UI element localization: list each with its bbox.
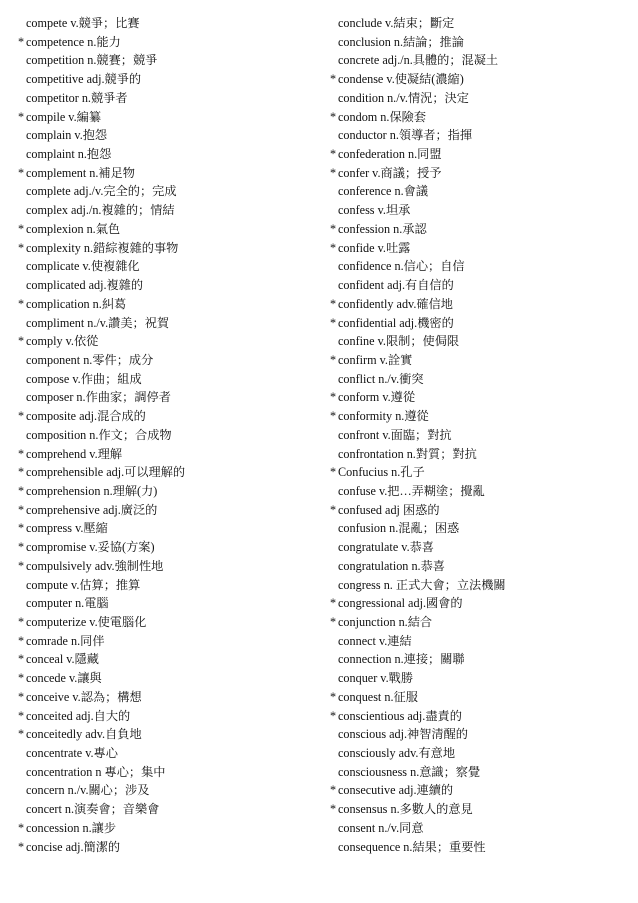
vocab-entry [18,463,308,482]
vocab-entry [18,688,308,707]
vocab-entry [18,613,308,632]
vocab-entry [18,763,308,782]
vocab-entry [330,725,630,744]
important-mark: * [18,296,25,311]
vocab-entry-text: conformity n.遵從 [338,409,429,424]
vocab-entry-text: comprehensible adj.可以理解的 [26,465,186,480]
vocab-entry [330,276,630,295]
important-mark: * [18,671,25,686]
important-mark: * [18,502,25,517]
vocab-entry-text: compliment n./v.讚美；祝賀 [26,315,170,330]
vocab-entry-text: complaint n.抱怨 [26,147,112,162]
important-mark: * [18,652,25,667]
vocab-entry [18,257,308,276]
vocab-entry [330,519,630,538]
vocab-entry [330,426,630,445]
important-mark: * [330,240,337,255]
vocab-entry [18,632,308,651]
vocab-entry-text: congress n. 正式大會；立法機關 [338,577,506,592]
vocab-entry-text: confusion n.混亂；困惑 [338,521,460,536]
important-mark: * [330,165,337,180]
vocab-entry-text: condom n.保險套 [338,109,427,124]
vocab-entry [18,164,308,183]
vocab-entry [330,239,630,258]
vocab-entry-text: consecutive adj.連續的 [338,783,454,798]
vocab-entry [18,725,308,744]
vocab-entry [18,314,308,333]
vocab-entry-text: complicated adj.複雜的 [26,278,144,293]
vocab-entry-text: conquest n.征服 [338,689,418,704]
vocab-entry [330,407,630,426]
vocab-entry-text: concern n./v.關心；涉及 [26,783,150,798]
vocab-entry [330,314,630,333]
vocab-entry [330,482,630,501]
vocab-entry [18,781,308,800]
vocab-entry-text: concert n.演奏會；音樂會 [26,802,160,817]
vocab-entry [330,557,630,576]
vocab-entry-text: conjunction n.結合 [338,615,433,629]
important-mark: * [18,558,25,573]
vocab-entry-text: conquer v.戰勝 [338,671,414,686]
vocab-entry-text: composition n.作文；合成物 [26,427,172,442]
vocab-entry [18,594,308,613]
vocab-entry-text: Confucius n.孔子 [338,465,425,480]
vocab-entry [18,33,308,52]
vocab-entry-text: congratulation n.恭喜 [338,558,445,573]
important-mark: * [18,483,25,498]
vocab-entry-text: confession n.承認 [338,221,427,236]
vocab-entry-text: composer n.作曲家；調停者 [26,390,171,405]
vocab-entry [18,51,308,70]
vocab-entry-text: computerize v.使電腦化 [26,615,147,629]
important-mark: * [18,240,25,255]
vocab-entry-text: component n.零件；成分 [26,352,154,367]
vocab-entry-text: confide v.吐露 [338,240,411,255]
vocab-entry-text: connect v.連結 [338,633,412,648]
vocab-entry-text: comprehend v.理解 [26,446,123,461]
vocab-entry-text: conclusion n.結論；推論 [338,34,464,49]
vocab-entry-text: comprehensive adj.廣泛的 [26,502,158,517]
important-mark: * [330,708,337,723]
vocab-entry-text: conceive v.認為；構想 [26,689,142,704]
vocab-entry [18,819,308,838]
vocab-entry [18,370,308,389]
important-mark: * [18,540,25,555]
vocab-entry [18,145,308,164]
vocab-entry-text: conductor n.領導者；指揮 [338,128,473,143]
vocab-entry-text: competitive adj.競爭的 [26,72,142,87]
vocab-entry-text: confidently adv.確信地 [338,296,453,311]
important-mark: * [330,502,337,517]
important-mark: * [330,352,337,367]
vocab-entry [18,332,308,351]
vocab-entry [18,744,308,763]
vocab-entry [330,463,630,482]
important-mark: * [18,34,25,49]
vocab-entry-text: condition n./v.情況；決定 [338,90,469,105]
vocab-entry [18,407,308,426]
important-mark: * [330,147,337,162]
vocab-entry-text: competence n.能力 [26,34,121,49]
vocab-entry-text: compute v.估算；推算 [26,577,141,592]
vocab-entry [18,70,308,89]
vocab-entry [330,332,630,351]
vocab-entry [330,800,630,819]
vocab-entry-text: confess v.坦承 [338,203,411,218]
vocab-entry-text: conceal v.隱藏 [26,652,99,667]
vocab-entry [330,108,630,127]
important-mark: * [18,820,25,835]
vocab-entry-text: confront v.面臨；對抗 [338,427,452,442]
vocab-entry [330,707,630,726]
important-mark: * [330,802,337,817]
vocab-entry [330,182,630,201]
important-mark: * [18,334,25,349]
vocab-entry-text: consciousness n.意識；察覺 [338,764,481,779]
vocab-entry [330,763,630,782]
vocab-entry-text: conceited adj.自大的 [26,708,131,723]
vocab-entry [18,426,308,445]
vocab-entry-text: consequence n.結果；重要性 [338,839,486,854]
vocab-entry [330,145,630,164]
vocab-entry [18,557,308,576]
vocab-entry [330,14,630,33]
vocab-entry-text: complain v.抱怨 [26,128,108,143]
important-mark: * [330,596,337,611]
vocab-entry-text: conclude v.結束；斷定 [338,16,455,30]
important-mark: * [18,446,25,461]
vocab-entry-text: concentration n 專心；集中 [26,764,166,779]
vocab-entry-text: concentrate v.專心 [26,746,118,761]
vocab-entry-text: confirm v.詮實 [338,352,413,367]
vocab-entry [18,182,308,201]
vocab-entry [18,538,308,557]
vocab-entry-text: congressional adj.國會的 [338,596,463,611]
vocab-entry [18,295,308,314]
vocab-entry-text: comprehension n.理解(力) [26,483,158,498]
important-mark: * [330,689,337,704]
vocab-entry-text: concise adj.簡潔的 [26,839,121,854]
vocab-entry-text: complication n.糾葛 [26,296,127,311]
vocab-entry [330,613,630,632]
important-mark: * [330,615,337,629]
vocab-entry-text: confederation n.同盟 [338,147,442,162]
vocab-entry-text: comply v.依從 [26,334,99,349]
vocab-entry-text: competitor n.競爭者 [26,90,128,105]
important-mark: * [330,783,337,798]
vocab-entry [330,781,630,800]
vocab-entry [330,89,630,108]
vocab-entry-text: confine v.限制；使侷限 [338,334,460,349]
vocab-entry-text: complex adj./n.複雜的；情結 [26,203,175,218]
vocab-entry [330,51,630,70]
vocab-entry-text: compose v.作曲；組成 [26,371,142,386]
vocab-entry [330,650,630,669]
important-mark: * [330,465,337,480]
vocabulary-column-right [330,14,630,856]
vocab-entry [330,501,630,520]
vocab-entry-text: complexity n.錯綜複雜的事物 [26,240,179,255]
vocab-entry [18,800,308,819]
vocab-entry [18,89,308,108]
vocab-entry-text: compress v.壓縮 [26,521,108,536]
vocab-entry [330,388,630,407]
important-mark: * [18,465,25,480]
vocab-entry-text: connection n.連接；關聯 [338,652,465,667]
vocabulary-column-left [18,14,308,856]
important-mark: * [330,409,337,424]
vocab-entry-text: confuse v.把…弄糊塗；攪亂 [338,483,485,498]
vocab-entry [18,707,308,726]
important-mark: * [330,315,337,330]
vocab-entry-text: conscious adj.神智清醒的 [338,727,468,742]
vocab-entry-text: confidence n.信心；自信 [338,259,465,274]
vocab-entry-text: conceitedly adv.自負地 [26,727,142,742]
vocab-entry [330,164,630,183]
vocab-entry [330,838,630,857]
vocab-entry-text: compromise v.妥協(方案) [26,540,155,555]
vocab-entry [330,744,630,763]
vocab-entry-text: conform v.遵從 [338,390,416,405]
vocab-entry-text: conference n.會議 [338,184,429,199]
important-mark: * [18,521,25,536]
vocab-entry [18,838,308,857]
vocab-entry [18,239,308,258]
vocab-entry [330,594,630,613]
vocab-entry [330,819,630,838]
vocab-entry-text: compete v.競爭；比賽 [26,16,140,30]
vocab-entry-text: confused adj 困惑的 [338,502,440,517]
vocab-entry-text: complete adj./v.完全的；完成 [26,184,177,199]
vocab-entry-text: congratulate v.恭喜 [338,540,434,555]
vocab-entry [18,650,308,669]
vocab-entry-text: competition n.競賽；競爭 [26,53,158,68]
important-mark: * [18,633,25,648]
vocab-entry [330,257,630,276]
vocab-entry-text: complexion n.氣色 [26,221,121,236]
vocab-entry [330,70,630,89]
vocab-entry [330,445,630,464]
vocab-entry [330,126,630,145]
vocab-entry [18,482,308,501]
vocab-entry [330,669,630,688]
important-mark: * [330,390,337,405]
vocab-entry [330,33,630,52]
vocab-entry [330,576,630,595]
vocab-entry-text: confident adj.有自信的 [338,278,454,293]
important-mark: * [330,72,337,87]
important-mark: * [18,109,25,124]
important-mark: * [18,165,25,180]
vocab-entry [330,688,630,707]
vocab-entry [18,201,308,220]
vocab-entry [330,351,630,370]
vocab-entry-text: conflict n./v.衝突 [338,371,424,386]
vocab-entry-text: complicate v.使複雜化 [26,259,140,274]
vocab-entry [18,388,308,407]
vocab-entry-text: compulsively adv.強制性地 [26,558,164,573]
vocab-entry-text: comrade n.同伴 [26,633,105,648]
vocab-entry [18,519,308,538]
vocab-entry-text: composite adj.混合成的 [26,409,146,424]
vocab-entry [18,220,308,239]
vocab-entry-text: concede v.讓與 [26,671,102,686]
important-mark: * [330,109,337,124]
important-mark: * [18,727,25,742]
vocab-entry [18,14,308,33]
important-mark: * [330,221,337,236]
vocab-entry-text: compile v.編纂 [26,109,102,124]
vocab-entry-text: condense v.使凝結(濃縮) [338,72,464,87]
vocab-entry [18,576,308,595]
vocab-entry-text: concession n.讓步 [26,820,117,835]
vocab-entry-text: confer v.商議；授予 [338,165,442,180]
important-mark: * [330,296,337,311]
vocab-entry [18,126,308,145]
vocab-entry-text: conscientious adj.盡責的 [338,708,462,723]
important-mark: * [18,708,25,723]
vocab-entry-text: confidential adj.機密的 [338,315,454,330]
vocab-entry [330,370,630,389]
vocab-entry [18,108,308,127]
important-mark: * [18,615,25,629]
vocab-entry [330,201,630,220]
vocab-entry [330,538,630,557]
vocab-entry [18,669,308,688]
vocab-entry [18,276,308,295]
vocab-entry [18,501,308,520]
vocab-entry [18,351,308,370]
important-mark: * [18,839,25,854]
important-mark: * [18,221,25,236]
vocab-entry-text: concrete adj./n.具體的；混凝土 [338,53,499,68]
vocab-entry-text: computer n.電腦 [26,596,109,611]
vocab-entry [330,220,630,239]
important-mark: * [18,409,25,424]
vocab-entry [18,445,308,464]
vocab-entry-text: consent n./v.同意 [338,820,424,835]
vocab-entry [330,632,630,651]
important-mark: * [18,689,25,704]
vocab-entry-text: complement n.補足物 [26,165,135,180]
vocab-entry-text: consensus n.多數人的意見 [338,802,473,817]
vocab-entry-text: consciously adv.有意地 [338,746,456,761]
vocab-entry [330,295,630,314]
vocab-entry-text: confrontation n.對質；對抗 [338,446,477,461]
